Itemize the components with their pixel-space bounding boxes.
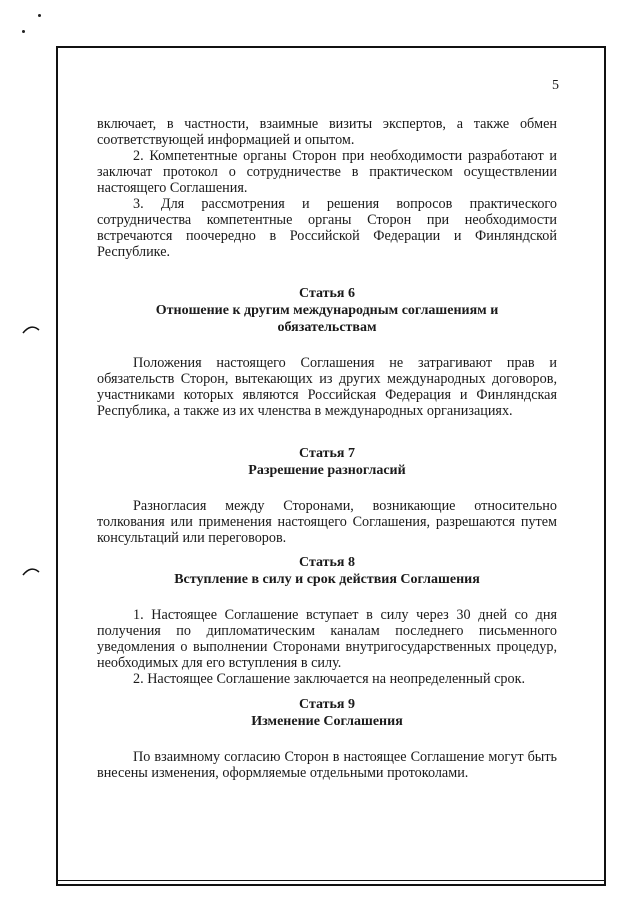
- paragraph: 3. Для рассмотрения и решения вопросов практического сотрудничества компетентные органы Сторон при необходимости встречаются поочередно в Российской Федерации и Финляндской Республике.: [97, 196, 557, 260]
- paragraph: 2. Компетентные органы Сторон при необходимости разработают и заключат протокол о сотрудничестве в практическом осуществлении настоящего Соглашения.: [97, 148, 557, 196]
- paragraph-line: соответствующей информацией и опытом.: [97, 132, 355, 148]
- scan-speck: [22, 30, 25, 33]
- article-number: Статья 8: [299, 555, 355, 570]
- binding-hole-mark: [22, 566, 40, 576]
- document-body: [97, 82, 557, 781]
- article-number: Статья 7: [299, 446, 355, 461]
- binding-hole-mark: [22, 324, 40, 334]
- paragraph: Положения настоящего Соглашения не затрагивают прав и обязательств Сторон, вытекающих из других международных договоров, участниками которых являются Российская Федерация и Финляндская Республика, а также из их членства в международных организациях.: [97, 355, 557, 419]
- paragraph: Разногласия между Сторонами, возникающие относительно толкования или применения настоящего Соглашения, разрешаются путем консультаций или переговоров.: [97, 498, 557, 546]
- scan-speck: [38, 14, 41, 17]
- article-title: Вступление в силу и срок действия Соглашения: [174, 572, 480, 587]
- paragraph: 2. Настоящее Соглашение заключается на неопределенный срок.: [133, 671, 526, 687]
- article-number: Статья 6: [299, 286, 355, 301]
- paragraph: 1. Настоящее Соглашение вступает в силу через 30 дней со дня получения по дипломатическим каналам последнего письменного уведомления о выполнении Сторонами внутригосударственных процедур, необходимых для его вступления в силу.: [97, 607, 557, 671]
- article-number: Статья 9: [299, 697, 355, 712]
- page-number: 5: [552, 78, 559, 93]
- paragraph: По взаимному согласию Сторон в настоящее Соглашение могут быть внесены изменения, оформляемые отдельными протоколами.: [97, 749, 557, 781]
- article-title: обязательствам: [277, 320, 377, 335]
- article-title: Разрешение разногласий: [248, 463, 406, 478]
- paragraph-line: включает, в частности, взаимные визиты экспертов, а также обмен: [97, 116, 557, 132]
- article-title: Отношение к другим международным соглашениям и: [155, 303, 499, 318]
- article-title: Изменение Соглашения: [251, 714, 403, 729]
